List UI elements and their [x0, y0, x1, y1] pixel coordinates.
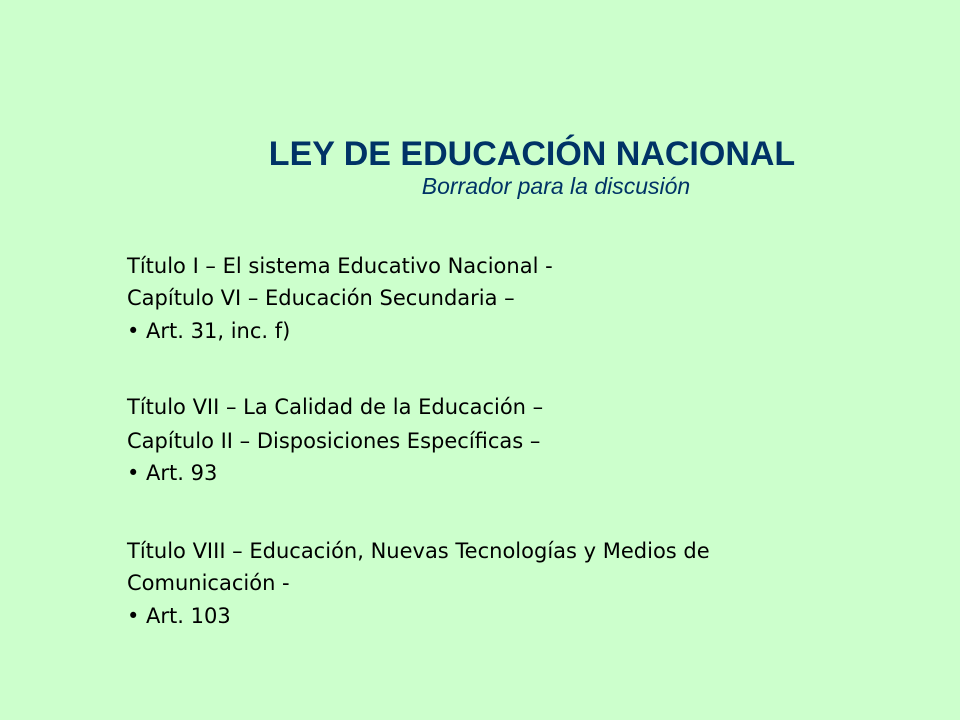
section-2-article-bullet: • Art. 93 — [127, 461, 218, 485]
section-2-chapter-line: Capítulo II – Disposiciones Específicas – — [127, 429, 541, 453]
section-1-article-bullet: • Art. 31, inc. f) — [127, 319, 291, 343]
section-1-title-line: Título I – El sistema Educativo Nacional - — [127, 254, 553, 278]
section-3-article-bullet: • Art. 103 — [127, 604, 231, 628]
slide-subtitle: Borrador para la discusión — [421, 173, 691, 199]
section-3-title-line: Título VIII – Educación, Nuevas Tecnologías y Medios de — [127, 539, 710, 563]
section-3-title-continuation: Comunicación - — [127, 571, 290, 595]
section-2-title-line: Título VII – La Calidad de la Educación – — [127, 395, 544, 419]
section-1-chapter-line: Capítulo VI – Educación Secundaria – — [127, 286, 515, 310]
slide-title: LEY DE EDUCACIÓN NACIONAL — [268, 135, 796, 173]
